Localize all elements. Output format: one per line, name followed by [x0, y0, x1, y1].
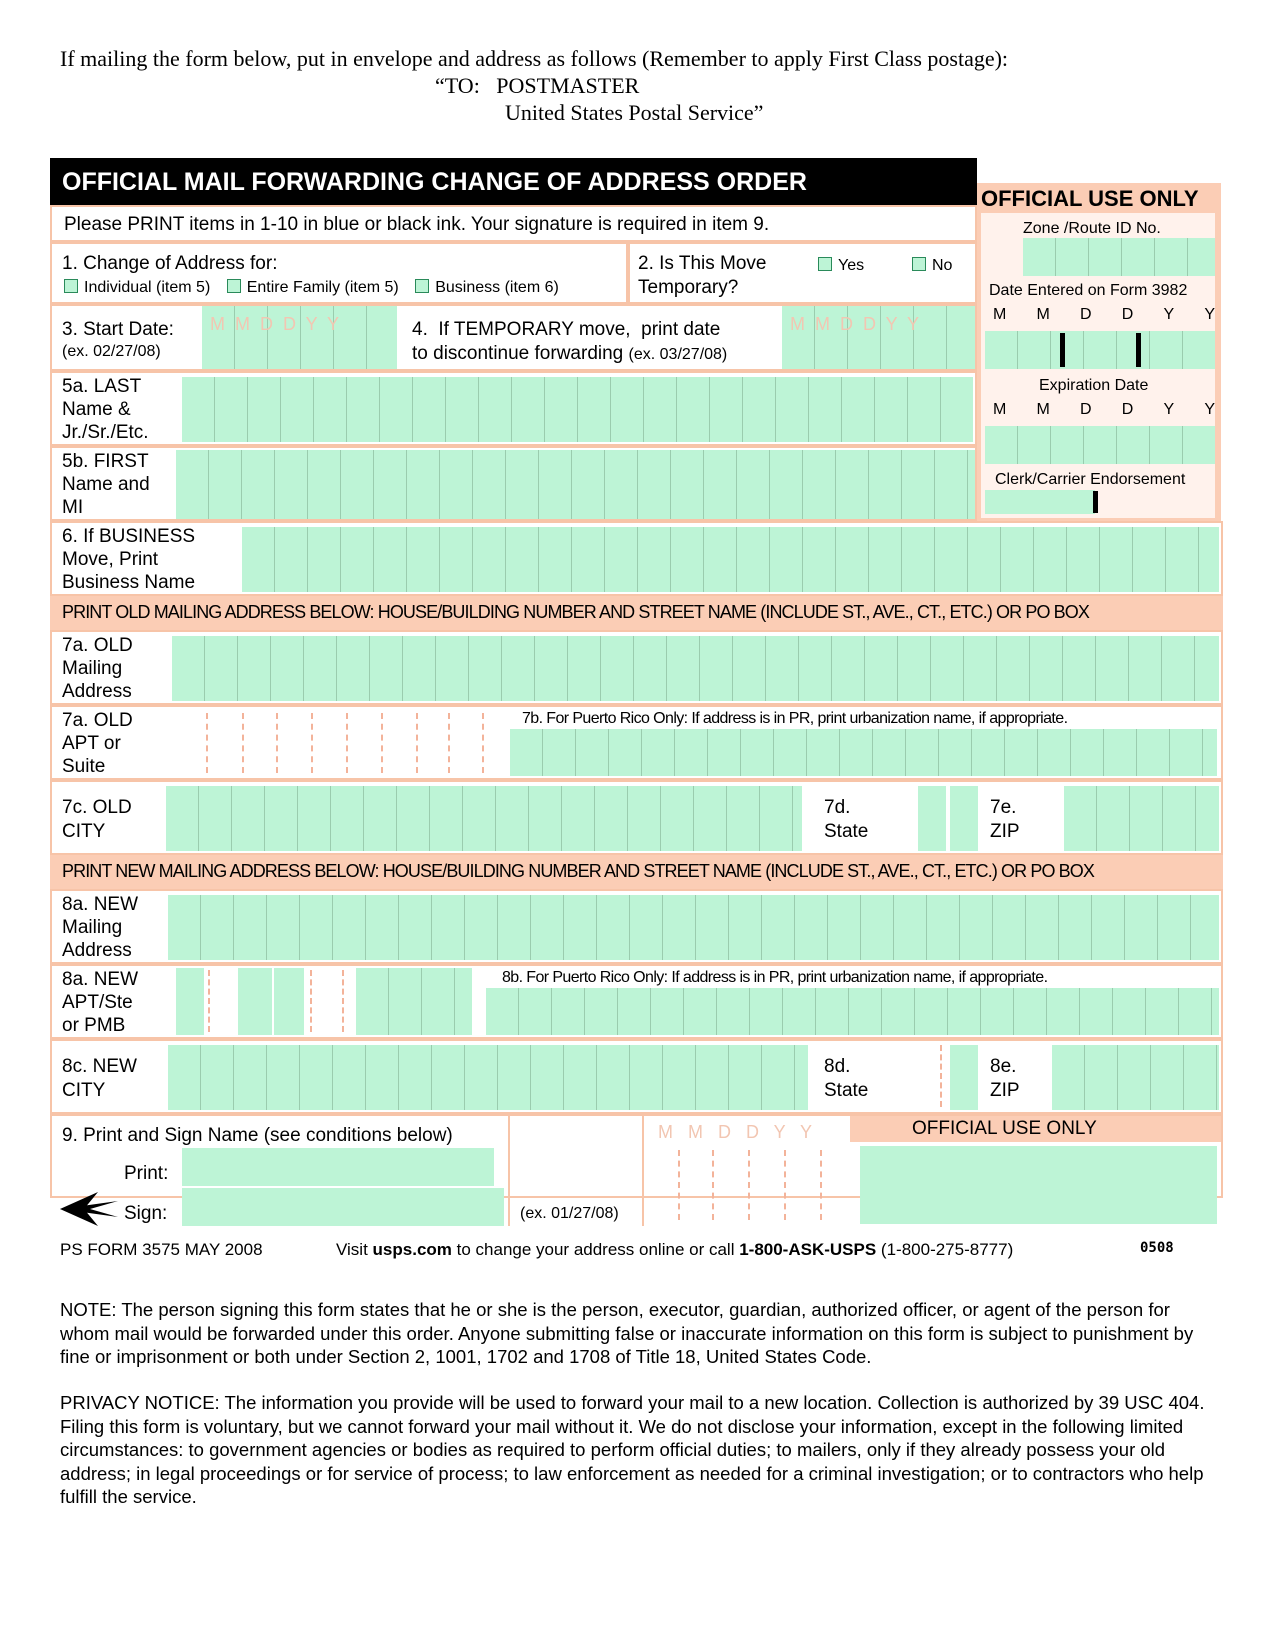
- discontinue-text: to discontinue forwarding: [412, 343, 624, 364]
- first-name-label-1: 5b. FIRST: [62, 451, 149, 472]
- temporary-no-option: [912, 256, 952, 276]
- new-zip-label-1: 8e.: [990, 1056, 1017, 1077]
- date-entered-label: Date Entered on Form 3982: [989, 282, 1188, 299]
- old-state-label-2: State: [824, 821, 869, 842]
- visit-mid: to change your address online or call: [451, 1240, 740, 1259]
- form-title-bar: [50, 158, 977, 205]
- start-date-label: 3. Start Date:: [62, 319, 174, 340]
- old-zip-label-1: 7e.: [990, 797, 1017, 818]
- letter-y1: Y: [1163, 401, 1175, 418]
- box-divider: [820, 1150, 822, 1220]
- box-divider: [448, 713, 450, 773]
- box-divider: [712, 1150, 714, 1220]
- box-divider: [748, 1150, 750, 1220]
- official-use-panel: [977, 183, 1221, 523]
- item8a-row: [50, 889, 1223, 964]
- new-state-label-1: 8d.: [824, 1056, 851, 1077]
- item5b-row: [50, 446, 977, 521]
- letter-m2: M: [1036, 401, 1050, 418]
- puerto-rico-label-new: 8b. For Puerto Rico Only: If address is in PR, print urbanization name, if appropriate.: [502, 969, 1048, 986]
- box-divider: [242, 713, 244, 773]
- old-city-label-2: CITY: [62, 821, 106, 842]
- new-mailing-address-field[interactable]: [168, 895, 1219, 960]
- item9-row: [50, 1114, 1223, 1224]
- last-name-label-1: 5a. LAST: [62, 376, 142, 397]
- signature-field[interactable]: [182, 1188, 504, 1226]
- clerk-endorsement-label: Clerk/Carrier Endorsement: [995, 471, 1186, 488]
- official-use-inner: [981, 213, 1215, 518]
- instructions-text: Please PRINT items in 1-10 in blue or black ink. Your signature is required in item 9.: [64, 214, 770, 235]
- discontinue-example: (ex. 03/27/08): [628, 346, 728, 363]
- print-label: Print:: [124, 1163, 169, 1184]
- sign-arrow-icon: [60, 1192, 118, 1226]
- old-state-label-1: 7d.: [824, 797, 851, 818]
- mailing-instructions: [60, 45, 1008, 126]
- new-address-banner-text: PRINT NEW MAILING ADDRESS BELOW: HOUSE/BUILDING NUMBER AND STREET NAME (INCLUDE ST., AVE., CT., ETC.) OR PO BOX: [62, 861, 1094, 881]
- letter-d2: D: [1121, 401, 1134, 418]
- new-apt-label-2: APT/Ste: [62, 992, 133, 1013]
- new-apt-label-1: 8a. NEW: [62, 969, 139, 990]
- old-urbanization-field[interactable]: [510, 729, 1217, 776]
- zone-route-label: Zone /Route ID No.: [1023, 220, 1161, 237]
- usps-link[interactable]: usps.com: [372, 1240, 452, 1259]
- new-apt-field-2[interactable]: [238, 968, 272, 1035]
- expiration-label: Expiration Date: [1039, 377, 1149, 394]
- item7c-row: [50, 780, 1223, 855]
- discontinue-label-1: 4. If TEMPORARY move, print date: [412, 319, 721, 340]
- new-apt-label-3: or PMB: [62, 1015, 126, 1036]
- first-name-field[interactable]: [176, 450, 975, 519]
- start-date-field[interactable]: [202, 306, 397, 369]
- new-state-label-2: State: [824, 1080, 869, 1101]
- old-address-label-1: 7a. OLD: [62, 635, 133, 656]
- new-apt-field-1[interactable]: [176, 968, 204, 1035]
- item5a-row: [50, 371, 977, 446]
- letter-d2: D: [1121, 306, 1134, 323]
- mailing-line-1: If mailing the form below, put in envelope and address as follows (Remember to apply First Class postage):: [60, 46, 1009, 71]
- old-city-label-1: 7c. OLD: [62, 797, 132, 818]
- old-apt-label-3: Suite: [62, 756, 106, 777]
- official-use-bottom-header: [850, 1116, 1221, 1142]
- old-address-banner: [50, 596, 1223, 630]
- official-use-title: OFFICIAL USE ONLY: [981, 186, 1199, 211]
- new-apt-divider: [208, 970, 210, 1032]
- item8c-row: [50, 1039, 1223, 1114]
- puerto-rico-label-old: 7b. For Puerto Rico Only: If address is in PR, print urbanization name, if appropriate.: [522, 710, 1068, 727]
- business-label: Business (item 6): [435, 279, 559, 296]
- instructions-row: [50, 205, 977, 242]
- signature-divider: [642, 1116, 644, 1226]
- start-date-placeholder: M M D D Y Y: [210, 314, 340, 334]
- box-divider: [678, 1150, 680, 1220]
- expiration-field[interactable]: [985, 426, 1215, 464]
- privacy-paragraph: PRIVACY NOTICE: The information you provide will be used to forward your mail to a new location. Collection is authorized by 39 USC 404. Filing this form is voluntary, but we cannot forward your mail without it. We do not disclose your information, except in the following limited circumstances: to government agencies or bodies as required to perform official duties; to mailers, only if they already possess your old address; in legal proceedings or for service of process; to law enforcement as needed for a criminal investigation; or to contractors who help fulfill the service.: [60, 1392, 1205, 1507]
- discontinue-date-field[interactable]: [782, 306, 975, 369]
- signature-divider: [508, 1116, 510, 1226]
- letter-d1: D: [1080, 306, 1092, 323]
- old-apt-field[interactable]: [176, 711, 516, 776]
- expiration-letters: [993, 401, 1215, 419]
- new-city-field[interactable]: [168, 1045, 808, 1110]
- letter-d1: D: [1080, 401, 1092, 418]
- start-date-example: (ex. 02/27/08): [62, 343, 161, 360]
- letter-m2: M: [1036, 306, 1050, 323]
- new-zip-field[interactable]: [1052, 1045, 1219, 1110]
- old-apt-label-2: APT or: [62, 733, 121, 754]
- letter-m1: M: [993, 401, 1007, 418]
- old-address-label-3: Address: [62, 681, 132, 702]
- official-use-bottom-field[interactable]: [860, 1146, 1217, 1224]
- no-label: No: [932, 257, 953, 274]
- business-name-label-1: 6. If BUSINESS: [62, 526, 196, 547]
- yes-label: Yes: [838, 257, 865, 274]
- item6-row: [50, 521, 1223, 596]
- item1-options: [64, 278, 559, 298]
- mailing-line-2: “TO: POSTMASTER: [435, 73, 640, 98]
- form-code: 0508: [1140, 1240, 1174, 1256]
- new-address-label-2: Mailing: [62, 917, 123, 938]
- entire-family-checkbox[interactable]: [227, 279, 241, 293]
- form-id: PS FORM 3575 MAY 2008: [60, 1240, 263, 1259]
- temporary-no-checkbox[interactable]: [912, 257, 926, 271]
- mailing-line-3: United States Postal Service”: [505, 100, 764, 125]
- new-address-label-1: 8a. NEW: [62, 894, 139, 915]
- old-address-label-2: Mailing: [62, 658, 123, 679]
- discontinue-date-placeholder: M M D D Y Y: [790, 314, 920, 334]
- note-paragraph: NOTE: The person signing this form states that he or she is the person, executor, guardian, authorized officer, or agent of the person for whom mail would be forwarded under this order. Anyone submitting false or inaccurate information on this form is subject to punishment by fine or imprisonment or both under Section 2, 1001, 1702 and 1708 of Title 18, United States Code.: [60, 1299, 1194, 1367]
- box-divider: [276, 713, 278, 773]
- item2-label-1: 2. Is This Move: [638, 253, 767, 274]
- box-divider: [346, 713, 348, 773]
- item3-row: [50, 304, 977, 371]
- signature-date-example: (ex. 01/27/08): [520, 1205, 619, 1222]
- individual-checkbox[interactable]: [64, 279, 78, 293]
- visit-pre: Visit: [336, 1240, 373, 1259]
- print-sign-label: 9. Print and Sign Name (see conditions below): [62, 1125, 453, 1146]
- new-state-field[interactable]: [950, 1045, 978, 1110]
- item7a-row: [50, 630, 1223, 705]
- signature-date-field[interactable]: [648, 1146, 852, 1226]
- old-city-field[interactable]: [166, 786, 802, 851]
- new-apt-field-4[interactable]: [356, 968, 472, 1035]
- item7a-apt-row: [50, 705, 1223, 780]
- box-divider: [416, 713, 418, 773]
- old-state-field-1[interactable]: [918, 786, 946, 851]
- letter-y2: Y: [1204, 306, 1215, 323]
- item8a-apt-row: [50, 964, 1223, 1039]
- temporary-yes-option: [818, 256, 864, 276]
- business-name-label-3: Business Name: [62, 572, 196, 593]
- box-divider: [206, 713, 208, 773]
- zone-route-field[interactable]: [1023, 238, 1215, 276]
- entire-family-label: Entire Family (item 5): [246, 279, 399, 296]
- business-name-label-2: Move, Print: [62, 549, 159, 570]
- item2-label-2: Temporary?: [638, 277, 739, 298]
- sign-label: Sign:: [124, 1203, 168, 1224]
- last-name-label-3: Jr./Sr./Etc.: [62, 422, 149, 443]
- temporary-yes-checkbox[interactable]: [818, 257, 832, 271]
- form-footer: [60, 1240, 1220, 1260]
- last-name-field[interactable]: [182, 377, 973, 442]
- print-name-field[interactable]: [182, 1148, 494, 1186]
- item1-label: 1. Change of Address for:: [62, 253, 278, 274]
- new-apt-divider: [342, 970, 344, 1032]
- box-divider: [381, 713, 383, 773]
- box-divider: [784, 1150, 786, 1220]
- individual-label: Individual (item 5): [84, 279, 211, 296]
- new-city-label-1: 8c. NEW: [62, 1056, 137, 1077]
- old-apt-label-1: 7a. OLD: [62, 710, 133, 731]
- date-separator-mark: [1136, 333, 1141, 367]
- old-address-banner-text: PRINT OLD MAILING ADDRESS BELOW: HOUSE/BUILDING NUMBER AND STREET NAME (INCLUDE ST., AVE., CT., ETC.) OR PO BOX: [62, 602, 1089, 622]
- new-state-divider: [940, 1045, 942, 1107]
- date-separator-mark: [1060, 333, 1065, 367]
- new-address-label-3: Address: [62, 940, 132, 961]
- business-name-field[interactable]: [242, 527, 1219, 592]
- business-checkbox[interactable]: [415, 279, 429, 293]
- form-title: OFFICIAL MAIL FORWARDING CHANGE OF ADDRESS ORDER: [62, 168, 807, 196]
- item2-row: [628, 242, 977, 304]
- letter-y1: Y: [1163, 306, 1175, 323]
- discontinue-label-2: [412, 342, 727, 366]
- box-divider: [311, 713, 313, 773]
- letter-y2: Y: [1204, 401, 1215, 418]
- new-zip-label-2: ZIP: [990, 1080, 1020, 1101]
- first-name-label-3: MI: [62, 497, 84, 518]
- date-entered-field[interactable]: [985, 331, 1215, 369]
- footer-visit-text: [336, 1240, 1013, 1260]
- endorsement-mark: [1093, 491, 1098, 513]
- signature-date-placeholder: M M D D Y Y: [658, 1122, 813, 1142]
- phone-number: (1-800-275-8777): [876, 1240, 1014, 1259]
- old-zip-field[interactable]: [1064, 786, 1219, 851]
- box-divider: [482, 713, 484, 773]
- clerk-endorsement-field[interactable]: [985, 490, 1095, 514]
- old-state-field-2[interactable]: [950, 786, 978, 851]
- item1-row: [50, 242, 628, 304]
- new-apt-field-3[interactable]: [274, 968, 304, 1035]
- first-name-label-2: Name and: [62, 474, 150, 495]
- phone-link[interactable]: 1-800-ASK-USPS: [739, 1240, 877, 1259]
- date-entered-letters: [993, 306, 1215, 324]
- new-address-banner: [50, 855, 1223, 889]
- old-zip-label-2: ZIP: [990, 821, 1020, 842]
- new-urbanization-field[interactable]: [486, 988, 1219, 1035]
- last-name-label-2: Name &: [62, 399, 131, 420]
- official-use-bottom-title: OFFICIAL USE ONLY: [912, 1118, 1097, 1139]
- new-city-label-2: CITY: [62, 1080, 106, 1101]
- old-mailing-address-field[interactable]: [172, 636, 1219, 701]
- new-apt-divider: [310, 970, 312, 1032]
- letter-m1: M: [993, 306, 1007, 323]
